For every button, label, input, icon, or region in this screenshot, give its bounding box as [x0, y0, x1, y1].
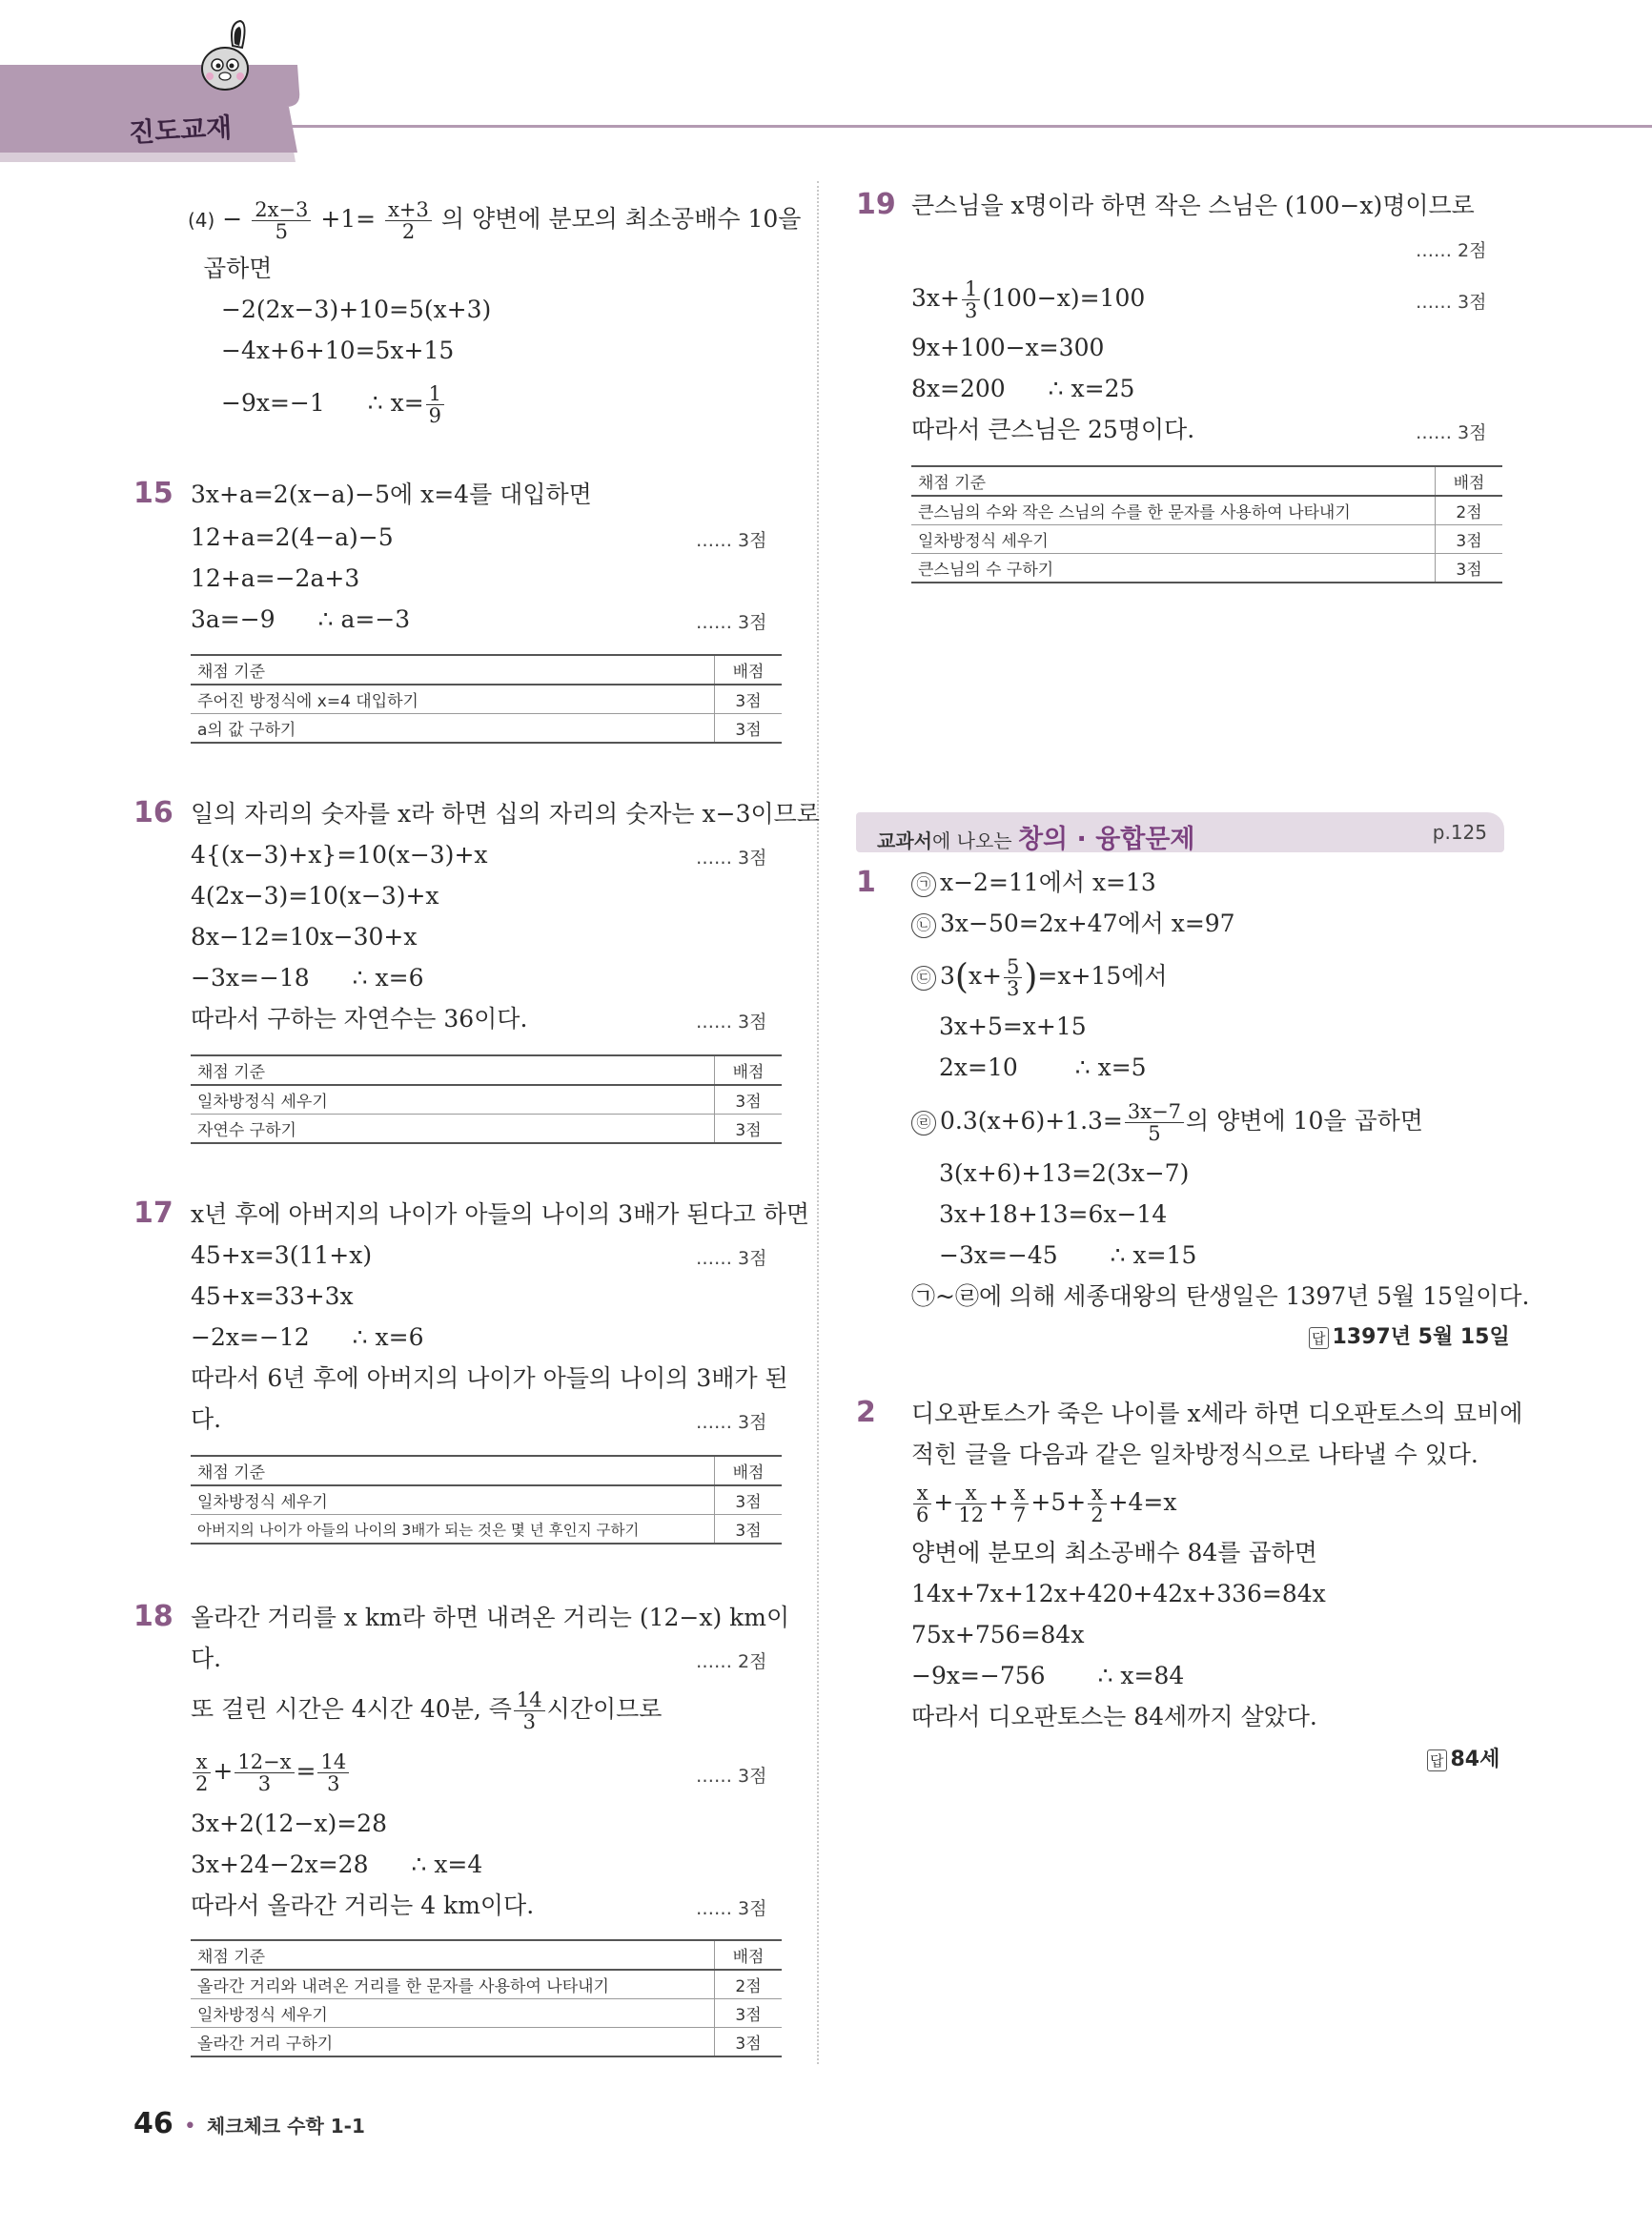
table-row: 아버지의 나이가 아들의 나이의 3배가 되는 것은 몇 년 후인지 구하기 3점 — [191, 1515, 782, 1545]
p19-score-1: …… 3점 — [1416, 292, 1487, 313]
c2-intro-2: 적힌 글을 다음과 같은 일차방정식으로 나타낼 수 있다. — [911, 1441, 1479, 1468]
p15-score-1: …… 3점 — [696, 530, 767, 551]
table-row: 일차방정식 세우기 3점 — [191, 1485, 782, 1515]
table-row: 올라간 거리 구하기 3점 — [191, 2028, 782, 2057]
c1-c: ㉢ 3(x+ $\frac{5}{3}$ )=x+15에서 — [911, 950, 1168, 1005]
p18-line-4: 3x+2(12−x)=28 — [191, 1810, 387, 1837]
c2-line-4: 75x+756=84x — [911, 1621, 1085, 1648]
c1-d: ㉣ 0.3(x+6)+1.3= $\frac{3x-7}{5}$ 의 양변에 10을 곱하면 — [911, 1095, 1423, 1148]
table-row: 큰스님의 수 구하기 3점 — [911, 554, 1502, 583]
p18-line-3: $\frac{x}{2}$ + $\frac{12-x}{3}$ = $\frac{14}{3}$ — [191, 1745, 351, 1798]
p17-line-1: 45+x=3(11+x) — [191, 1241, 373, 1269]
table-row: 일차방정식 세우기 3점 — [911, 525, 1502, 554]
c1-conclusion: ㉠~㉣에 의해 세종대왕의 탄생일은 1397년 5월 15일이다. — [911, 1282, 1530, 1310]
p18-line-5: 3x+24−2x=28 ∴ x=4 — [191, 1851, 483, 1878]
creative-2-number: 2 — [856, 1396, 876, 1429]
p18-line-1: 다. — [191, 1645, 222, 1672]
c1-d4: −3x=−45 ∴ x=15 — [939, 1241, 1197, 1269]
p18-rubric-table: 채점 기준 배점 올라간 거리와 내려온 거리를 한 문자를 사용하여 나타내기 2점 일차방정식 세우기 3점 올라간 거리 구하기 3점 — [191, 1939, 782, 2057]
c1-answer: 답 1397년 5월 15일 — [1309, 1320, 1510, 1350]
p15-rubric-table: 채점 기준 배점 주어진 방정식에 x=4 대입하기 3점 a의 값 구하기 3점 — [191, 654, 782, 744]
p17-line-2: 45+x=33+3x — [191, 1282, 354, 1310]
p17-intro: x년 후에 아버지의 나이가 아들의 나이의 3배가 된다고 하면 — [191, 1200, 810, 1228]
page-number: 46 — [133, 2107, 173, 2140]
p16-score-5: …… 3점 — [696, 1012, 767, 1033]
problem-16-number: 16 — [133, 796, 173, 829]
c1-c3: 2x=10 ∴ x=5 — [939, 1054, 1147, 1081]
c2-line-2: 양변에 분모의 최소공배수 84를 곱하면 — [911, 1539, 1317, 1566]
c2-answer: 답 84세 — [1427, 1743, 1499, 1772]
p16-score-1: …… 3점 — [696, 848, 767, 869]
table-row: 일차방정식 세우기 3점 — [191, 1085, 782, 1115]
p16-line-5: 따라서 구하는 자연수는 36이다. — [191, 1005, 528, 1033]
p17-score-5: …… 3점 — [696, 1412, 767, 1433]
p16-intro: 일의 자리의 숫자를 x라 하면 십의 자리의 숫자는 x−3이므로 — [191, 800, 820, 828]
c1-a: ㉠ x−2=11에서 x=13 — [911, 867, 1156, 899]
p17-line-4: 따라서 6년 후에 아버지의 나이가 아들의 나이의 3배가 된 — [191, 1364, 788, 1392]
p15-intro: 3x+a=2(x−a)−5에 x=4를 대입하면 — [191, 481, 592, 508]
creative-1-number: 1 — [856, 866, 876, 899]
p16-line-1: 4{(x−3)+x}=10(x−3)+x — [191, 841, 488, 869]
p16-line-2: 4(2x−3)=10(x−3)+x — [191, 882, 439, 910]
p17-line-5: 다. — [191, 1405, 222, 1433]
p17-rubric-table: 채점 기준 배점 일차방정식 세우기 3점 아버지의 나이가 아들의 나이의 3배가 되는 것은 몇 년 후인지 구하기 3점 — [191, 1455, 782, 1545]
p16-line-3: 8x−12=10x−30+x — [191, 923, 418, 951]
footer-bullet: • — [183, 2115, 196, 2138]
c1-d3: 3x+18+13=6x−14 — [939, 1200, 1168, 1228]
p17-line-3: −2x=−12 ∴ x=6 — [191, 1323, 424, 1351]
c2-line-6: 따라서 디오판토스는 84세까지 살았다. — [911, 1703, 1317, 1730]
problem-19-number: 19 — [856, 188, 896, 221]
rabbit-mascot-icon — [191, 17, 267, 103]
p15-line-1: 12+a=2(4−a)−5 — [191, 523, 394, 551]
p14-cont: 곱하면 — [203, 255, 273, 282]
c2-equation: $\frac{x}{6}$ + $\frac{x}{12}$ + $\frac{x}{7}$ +5+ $\frac{x}{2}$ +4=x — [911, 1476, 1176, 1529]
p18-intro: 올라간 거리를 x km라 하면 내려온 거리는 (12−x) km이 — [191, 1604, 790, 1631]
p18-score-6: …… 3점 — [696, 1898, 767, 1919]
problem-15-number: 15 — [133, 477, 173, 510]
p15-score-3: …… 3점 — [696, 612, 767, 633]
p19-line-3: 8x=200 ∴ x=25 — [911, 375, 1135, 402]
book-title: 체크체크 수학 1-1 — [206, 2115, 365, 2138]
p19-line-1: 3x+ $\frac{1}{3}$ (100−x)=100 — [911, 277, 1146, 322]
header-label: 진도교재 — [128, 112, 234, 149]
problem-17-number: 17 — [133, 1197, 173, 1230]
p19-intro: 큰스님을 x명이라 하면 작은 스님은 (100−x)명이므로 — [911, 192, 1475, 219]
section-banner: 교과서에 나오는 창의 · 융합문제 p.125 — [856, 812, 1504, 852]
footer — [133, 2107, 365, 2140]
c2-intro-1: 디오판토스가 죽은 나이를 x세라 하면 디오판토스의 묘비에 — [911, 1400, 1523, 1427]
table-row: 올라간 거리와 내려온 거리를 한 문자를 사용하여 나타내기 2점 — [191, 1970, 782, 1999]
p14-line-2: −2(2x−3)+10=5(x+3) — [221, 296, 492, 323]
c1-c2: 3x+5=x+15 — [939, 1013, 1087, 1040]
p14-line-1: (4) − $\frac{2x-3}{5}$ +1= $\frac{x+3}{2}$ 의 양변에 분모의 최소공배수 10을 — [188, 198, 802, 243]
problem-18-number: 18 — [133, 1600, 173, 1633]
table-row: a의 값 구하기 3점 — [191, 714, 782, 744]
p19-line-4: 따라서 큰스님은 25명이다. — [911, 416, 1195, 443]
table-row: 큰스님의 수와 작은 스님의 수를 한 문자를 사용하여 나타내기 2점 — [911, 496, 1502, 525]
p16-line-4: −3x=−18 ∴ x=6 — [191, 964, 424, 992]
p18-line-6: 따라서 올라간 거리는 4 km이다. — [191, 1892, 535, 1919]
p19-score-0: …… 2점 — [1416, 240, 1487, 261]
p19-rubric-table: 채점 기준 배점 큰스님의 수와 작은 스님의 수를 한 문자를 사용하여 나타내기 2점 일차방정식 세우기 3점 큰스님의 수 구하기 3점 — [911, 465, 1502, 583]
c1-b: ㉡ 3x−50=2x+47에서 x=97 — [911, 908, 1235, 940]
c2-line-3: 14x+7x+12x+420+42x+336=84x — [911, 1580, 1326, 1607]
p16-rubric-table: 채점 기준 배점 일차방정식 세우기 3점 자연수 구하기 3점 — [191, 1054, 782, 1144]
p19-line-2: 9x+100−x=300 — [911, 334, 1105, 361]
p18-score-3: …… 3점 — [696, 1766, 767, 1787]
p19-score-4: …… 3점 — [1416, 422, 1487, 443]
p17-score-1: …… 3점 — [696, 1248, 767, 1269]
table-row: 주어진 방정식에 x=4 대입하기 3점 — [191, 685, 782, 714]
p14-line-4: −9x=−1 ∴ x= $\frac{1}{9}$ — [221, 378, 446, 429]
banner-page-ref: p.125 — [1432, 821, 1487, 844]
p18-line-2: 또 걸린 시간은 4시간 40분, 즉 $\frac{14}{3}$ 시간이므로 — [191, 1688, 663, 1733]
p15-line-2: 12+a=−2a+3 — [191, 564, 360, 592]
table-row: 일차방정식 세우기 3점 — [191, 1999, 782, 2028]
c2-line-5: −9x=−756 ∴ x=84 — [911, 1662, 1185, 1689]
c1-d2: 3(x+6)+13=2(3x−7) — [939, 1159, 1190, 1187]
p15-line-3: 3a=−9 ∴ a=−3 — [191, 605, 411, 633]
p14-line-3: −4x+6+10=5x+15 — [221, 337, 455, 364]
table-row: 자연수 구하기 3점 — [191, 1115, 782, 1144]
column-divider — [817, 181, 819, 2064]
p18-score-1: …… 2점 — [696, 1651, 767, 1672]
